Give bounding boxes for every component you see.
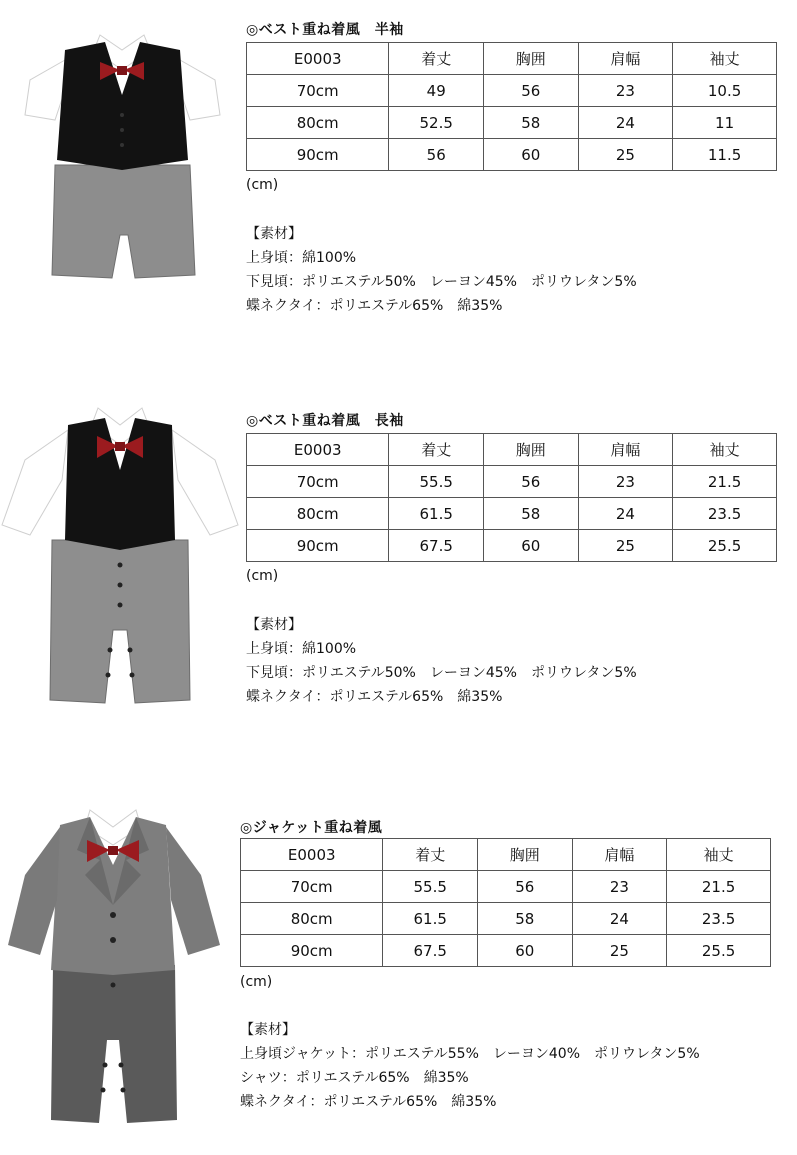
table-cell: 11	[673, 107, 777, 139]
table-cell: 21.5	[673, 466, 777, 498]
table-header-cell: 着丈	[389, 434, 484, 466]
product-section-jacket	[0, 800, 797, 1150]
table-header-cell: 袖丈	[673, 434, 777, 466]
table-cell: 67.5	[383, 935, 478, 967]
materials-heading: 【素材】	[240, 1022, 296, 1038]
table-cell: 56	[478, 871, 573, 903]
material-line: 上身頃ジャケット：ポリエステル55% レーヨン40% ポリウレタン5%	[240, 1046, 700, 1062]
material-line: 蝶ネクタイ：ポリエステル65% 綿35%	[240, 1094, 497, 1110]
table-cell: 70cm	[247, 75, 389, 107]
table-cell: 61.5	[389, 498, 484, 530]
unit-label: (cm)	[246, 177, 279, 193]
table-cell: 67.5	[389, 530, 484, 562]
table-cell: 21.5	[667, 871, 771, 903]
table-cell: 11.5	[673, 139, 777, 171]
table-cell: 55.5	[389, 466, 484, 498]
table-cell: 90cm	[247, 139, 389, 171]
size-table	[246, 433, 777, 562]
table-cell: 70cm	[247, 466, 389, 498]
product-section-vest-short-sleeve	[0, 0, 797, 340]
table-row	[241, 935, 771, 967]
section-title: ◎ベスト重ね着風 半袖	[246, 22, 404, 38]
table-header-row	[247, 434, 777, 466]
table-header-cell: 袖丈	[667, 839, 771, 871]
table-cell: 70cm	[241, 871, 383, 903]
table-cell: 24	[578, 498, 673, 530]
table-row	[247, 107, 777, 139]
size-table	[246, 42, 777, 171]
materials-block	[240, 1018, 700, 1114]
table-cell: 25	[578, 530, 673, 562]
product-section-vest-long-sleeve	[0, 390, 797, 730]
materials-heading: 【素材】	[246, 226, 302, 242]
table-row	[247, 530, 777, 562]
table-cell: 23.5	[673, 498, 777, 530]
table-header-cell: E0003	[247, 434, 389, 466]
table-row	[247, 498, 777, 530]
table-cell: 56	[484, 466, 579, 498]
material-line: 蝶ネクタイ：ポリエステル65% 綿35%	[246, 689, 503, 705]
table-header-cell: 袖丈	[673, 43, 777, 75]
table-cell: 60	[484, 139, 579, 171]
table-cell: 24	[572, 903, 667, 935]
unit-label: (cm)	[246, 568, 279, 584]
section-title: ◎ジャケット重ね着風	[240, 820, 383, 836]
size-table	[240, 838, 771, 967]
table-cell: 90cm	[247, 530, 389, 562]
material-line: 下見頃：ポリエステル50% レーヨン45% ポリウレタン5%	[246, 665, 637, 681]
table-cell: 25.5	[673, 530, 777, 562]
material-line: 下見頃：ポリエステル50% レーヨン45% ポリウレタン5%	[246, 274, 637, 290]
table-cell: 56	[389, 139, 484, 171]
table-header-cell: 肩幅	[578, 43, 673, 75]
table-cell: 58	[478, 903, 573, 935]
table-row	[247, 75, 777, 107]
material-line: 蝶ネクタイ：ポリエステル65% 綿35%	[246, 298, 503, 314]
table-cell: 90cm	[241, 935, 383, 967]
table-cell: 24	[578, 107, 673, 139]
material-line: 上身頃：綿100%	[246, 641, 357, 657]
table-header-cell: 胸囲	[484, 43, 579, 75]
material-line: 上身頃：綿100%	[246, 250, 357, 266]
table-cell: 49	[389, 75, 484, 107]
table-cell: 25	[578, 139, 673, 171]
romper-vest-long-sleeve-photo	[0, 400, 240, 720]
table-cell: 61.5	[383, 903, 478, 935]
table-cell: 60	[484, 530, 579, 562]
materials-block	[246, 613, 637, 709]
romper-vest-short-sleeve-photo	[10, 20, 240, 320]
table-cell: 10.5	[673, 75, 777, 107]
table-cell: 25	[572, 935, 667, 967]
table-header-cell: 肩幅	[578, 434, 673, 466]
table-row	[247, 139, 777, 171]
table-cell: 80cm	[247, 107, 389, 139]
table-header-cell: 胸囲	[484, 434, 579, 466]
materials-block	[246, 222, 637, 318]
table-header-cell: 肩幅	[572, 839, 667, 871]
table-cell: 52.5	[389, 107, 484, 139]
table-header-cell: 着丈	[383, 839, 478, 871]
table-header-row	[241, 839, 771, 871]
table-cell: 23	[578, 466, 673, 498]
unit-label: (cm)	[240, 974, 273, 990]
table-cell: 60	[478, 935, 573, 967]
table-cell: 80cm	[241, 903, 383, 935]
table-row	[241, 871, 771, 903]
table-cell: 23.5	[667, 903, 771, 935]
table-row	[241, 903, 771, 935]
romper-jacket-photo	[5, 805, 230, 1130]
table-cell: 25.5	[667, 935, 771, 967]
table-cell: 55.5	[383, 871, 478, 903]
table-header-cell: E0003	[247, 43, 389, 75]
table-cell: 23	[578, 75, 673, 107]
section-title: ◎ベスト重ね着風 長袖	[246, 413, 404, 429]
table-cell: 58	[484, 498, 579, 530]
material-line: シャツ：ポリエステル65% 綿35%	[240, 1070, 469, 1086]
table-cell: 58	[484, 107, 579, 139]
materials-heading: 【素材】	[246, 617, 302, 633]
table-header-cell: 着丈	[389, 43, 484, 75]
table-header-cell: E0003	[241, 839, 383, 871]
table-row	[247, 466, 777, 498]
table-header-row	[247, 43, 777, 75]
table-header-cell: 胸囲	[478, 839, 573, 871]
table-cell: 23	[572, 871, 667, 903]
table-cell: 56	[484, 75, 579, 107]
table-cell: 80cm	[247, 498, 389, 530]
